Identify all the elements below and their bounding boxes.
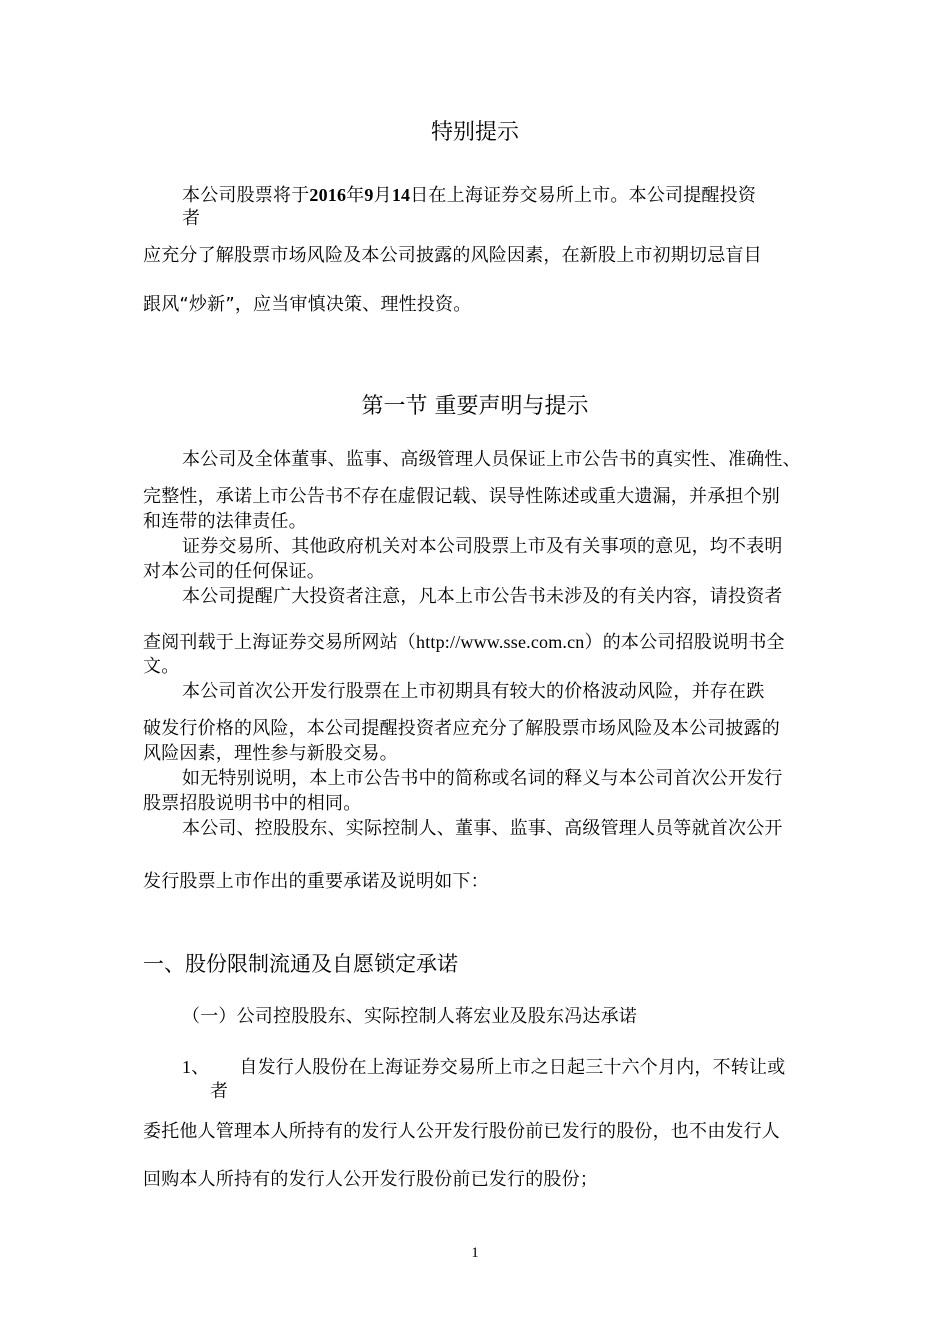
listing-day: 14 bbox=[391, 185, 411, 205]
section-1-line: 本公司及全体董事、监事、高级管理人员保证上市公告书的真实性、准确性、 bbox=[182, 449, 801, 470]
listing-month: 9 bbox=[364, 185, 374, 205]
notice-paragraph-line-1 bbox=[182, 183, 756, 208]
section-1-line: 证券交易所、其他政府机关对本公司股票上市及有关事项的意见，均不表明 bbox=[182, 536, 783, 557]
listing-year: 2016 bbox=[309, 185, 347, 205]
commitment-line-2: 委托他人管理本人所持有的发行人公开发行股份前已发行的股份，也不由发行人 bbox=[143, 1121, 780, 1142]
section-1-line: 风险因素，理性参与新股交易。 bbox=[143, 743, 398, 764]
section-1-line: 本公司提醒广大投资者注意，凡本上市公告书未涉及的有关内容，请投资者 bbox=[182, 586, 783, 607]
page-number: 1 bbox=[471, 1245, 479, 1261]
section-1-line: 本公司、控股股东、实际控制人、董事、监事、高级管理人员等就首次公开 bbox=[182, 818, 783, 839]
notice-text-b: 年 bbox=[346, 185, 365, 206]
commitment-line-3: 回购本人所持有的发行人公开发行股份前已发行的股份； bbox=[143, 1169, 598, 1190]
part-1-subtitle: （一）公司控股股东、实际控制人蒋宏业及股东冯达承诺 bbox=[182, 1006, 637, 1027]
website-line-suffix: ）的本公司招股说明书全 bbox=[584, 632, 785, 653]
website-line bbox=[143, 630, 785, 655]
commitment-item-number: 1、 bbox=[182, 1057, 210, 1077]
section-1-line: 对本公司的任何保证。 bbox=[143, 561, 325, 582]
commitment-item-wrap: 者 bbox=[210, 1081, 229, 1102]
section-1-line: 文。 bbox=[143, 656, 180, 677]
section-1-title: 第一节 重要声明与提示 bbox=[361, 394, 589, 419]
sse-website-url: http://www.sse.com.cn bbox=[416, 632, 585, 652]
section-1-line: 发行股票上市作出的重要承诺及说明如下： bbox=[143, 871, 489, 892]
section-1-line: 本公司首次公开发行股票在上市初期具有较大的价格波动风险，并存在跌 bbox=[182, 681, 765, 702]
section-1-line: 股票招股说明书中的相同。 bbox=[143, 793, 362, 814]
notice-text-d: 日在上海证券交易所上市。本公司提醒投资 bbox=[410, 185, 757, 206]
notice-paragraph-line-2: 应充分了解股票市场风险及本公司披露的风险因素，在新股上市初期切忌盲目 bbox=[143, 245, 762, 266]
notice-text-c: 月 bbox=[373, 185, 392, 206]
notice-paragraph-line-3: 跟风“炒新”，应当审慎决策、理性投资。 bbox=[143, 294, 472, 315]
section-1-line: 完整性，承诺上市公告书不存在虚假记载、误导性陈述或重大遗漏，并承担个别 bbox=[143, 486, 780, 507]
notice-paragraph-wrap: 者 bbox=[182, 208, 201, 229]
section-1-line: 破发行价格的风险，本公司提醒投资者应充分了解股票市场风险及本公司披露的 bbox=[143, 718, 780, 739]
part-1-title: 一、股份限制流通及自愿锁定承诺 bbox=[143, 952, 458, 976]
notice-title: 特别提示 bbox=[430, 120, 519, 145]
section-1-line: 和连带的法律责任。 bbox=[143, 511, 307, 532]
section-1-line: 如无特别说明，本上市公告书中的简称或名词的释义与本公司首次公开发行 bbox=[182, 768, 783, 789]
commitment-item-text: 自发行人股份在上海证券交易所上市之日起三十六个月内，不转让或 bbox=[239, 1057, 786, 1078]
commitment-item-1 bbox=[182, 1055, 785, 1080]
notice-text-a: 本公司股票将于 bbox=[182, 185, 310, 206]
website-line-prefix: 查阅刊载于上海证券交易所网站（ bbox=[143, 632, 416, 653]
